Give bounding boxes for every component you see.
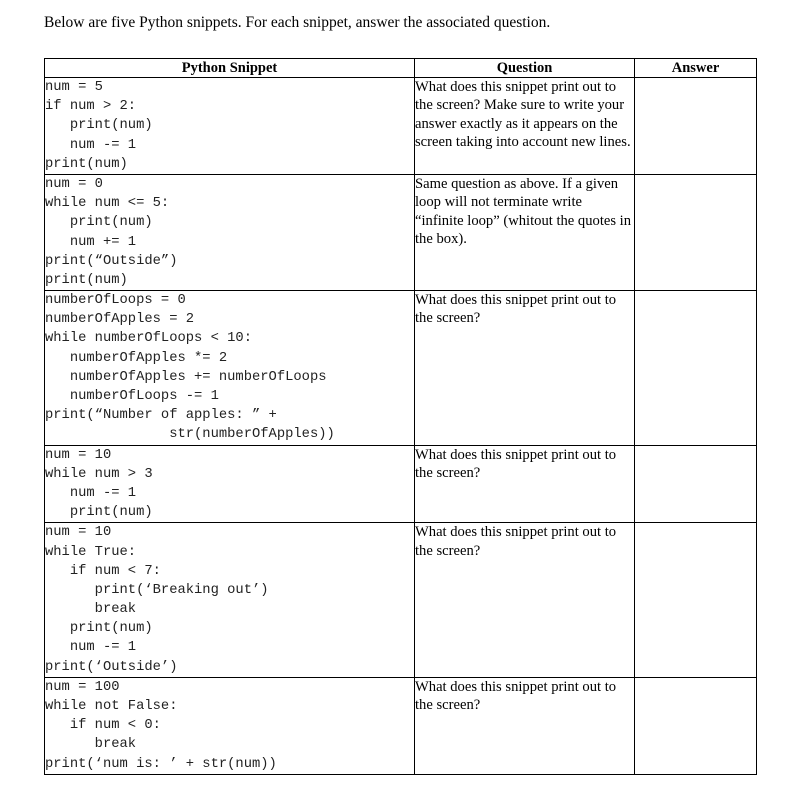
- question-cell: What does this snippet print out to the screen? Make sure to write your answer exactly as it appears on the screen taking into account new lines.: [415, 78, 635, 175]
- snippet-table: [44, 58, 757, 775]
- code-line: break: [45, 602, 137, 618]
- code-line: print(“Outside”): [45, 253, 178, 269]
- code-line: print(“Number of apples: ” +: [45, 408, 277, 424]
- code-line: num -= 1: [45, 137, 137, 153]
- code-line: num = 10: [45, 525, 112, 541]
- table-row: [45, 677, 757, 774]
- answer-cell[interactable]: [635, 677, 757, 774]
- code-line: num -= 1: [45, 485, 137, 501]
- code-line: while numberOfLoops < 10:: [45, 331, 252, 347]
- code-line: num -= 1: [45, 640, 137, 656]
- answer-cell[interactable]: [635, 523, 757, 678]
- table-row: [45, 291, 757, 446]
- code-line: print(num): [45, 621, 153, 637]
- header-question: Question: [415, 59, 635, 78]
- question-cell: What does this snippet print out to the screen?: [415, 523, 635, 678]
- code-line: while num > 3: [45, 466, 153, 482]
- table-row: [45, 78, 757, 175]
- code-line: print(‘Breaking out’): [45, 582, 269, 598]
- code-line: print(num): [45, 505, 153, 521]
- instructions-text: Below are five Python snippets. For each snippet, answer the associated question.: [44, 14, 551, 31]
- code-line: while True:: [45, 544, 137, 560]
- code-line: num += 1: [45, 234, 137, 250]
- code-line: if num > 2:: [45, 99, 137, 115]
- code-line: print(num): [45, 118, 153, 134]
- code-line: numberOfApples *= 2: [45, 350, 228, 366]
- snippet-cell: [45, 523, 415, 678]
- code-line: print(‘Outside’): [45, 659, 178, 675]
- answer-cell[interactable]: [635, 445, 757, 523]
- snippet-cell: [45, 291, 415, 446]
- code-line: print(num): [45, 215, 153, 231]
- question-cell: What does this snippet print out to the screen?: [415, 677, 635, 774]
- code-line: print(num): [45, 156, 128, 172]
- answer-cell[interactable]: [635, 174, 757, 290]
- code-line: while not False:: [45, 699, 178, 714]
- table-header-row: [45, 59, 757, 78]
- question-cell: What does this snippet print out to the screen?: [415, 445, 635, 523]
- snippet-cell: [45, 677, 415, 774]
- code-line: if num < 0:: [45, 718, 161, 734]
- header-answer: Answer: [635, 59, 757, 78]
- snippet-cell: [45, 445, 415, 523]
- question-cell: What does this snippet print out to the screen?: [415, 291, 635, 446]
- code-line: print(num): [45, 272, 128, 288]
- code-line: num = 5: [45, 80, 103, 95]
- code-line: numberOfLoops -= 1: [45, 389, 219, 404]
- code-line: numberOfApples += numberOfLoops: [45, 369, 327, 385]
- snippet-cell: [45, 78, 415, 175]
- code-line: while num <= 5:: [45, 196, 170, 212]
- code-line: break: [45, 737, 137, 753]
- code-line: numberOfLoops = 0: [45, 293, 186, 309]
- code-line: num = 0: [45, 176, 103, 192]
- code-line: num = 100: [45, 679, 120, 695]
- table-row: [45, 174, 757, 290]
- code-line: num = 10: [45, 447, 112, 463]
- code-line: numberOfApples = 2: [45, 312, 195, 328]
- question-cell: Same question as above. If a given loop will not terminate write “infinite loop” (whitout the quotes in the box).: [415, 174, 635, 290]
- answer-cell[interactable]: [635, 291, 757, 446]
- table-row: [45, 445, 757, 523]
- answer-cell[interactable]: [635, 78, 757, 175]
- code-line: if num < 7:: [45, 563, 161, 579]
- code-line: print(‘num is: ’ + str(num)): [45, 756, 277, 772]
- snippet-cell: [45, 174, 415, 290]
- table-row: [45, 523, 757, 678]
- code-line: str(numberOfApples)): [45, 427, 335, 443]
- header-python-snippet: Python Snippet: [45, 59, 415, 78]
